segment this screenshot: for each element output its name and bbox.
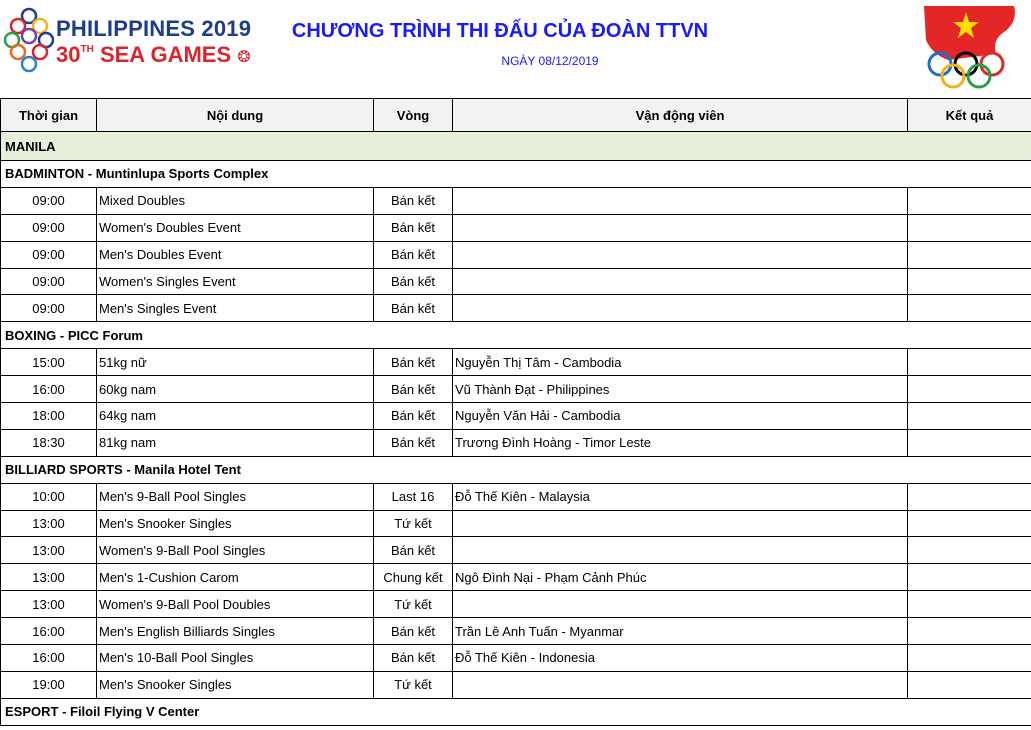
region-label: MANILA [1,132,1031,161]
cell-round: Tứ kết [374,510,453,537]
section-header-row [1,322,1031,349]
cell-round: Bán kết [374,645,453,672]
table-body [1,132,1031,726]
cell-time: 16:00 [1,376,97,403]
cell-event: Men's Snooker Singles [97,671,374,698]
cell-result [908,564,1031,591]
table-row [1,349,1031,376]
cell-round: Bán kết [374,295,453,322]
cell-athlete [453,671,908,698]
cell-round: Bán kết [374,349,453,376]
cell-round: Tứ kết [374,591,453,618]
cell-time: 09:00 [1,241,97,268]
cell-result [908,187,1031,214]
cell-round: Bán kết [374,241,453,268]
cell-athlete: Trương Đình Hoàng - Timor Leste [453,429,908,456]
cell-athlete: Trần Lê Anh Tuấn - Myanmar [453,618,908,645]
cell-round: Last 16 [374,483,453,510]
cell-round: Bán kết [374,187,453,214]
cell-result [908,510,1031,537]
cell-athlete [453,591,908,618]
table-header-row [1,99,1031,132]
cell-athlete: Đỗ Thế Kiên - Malaysia [453,483,908,510]
section-title: BOXING - PICC Forum [1,322,1031,349]
table-row [1,591,1031,618]
table-row [1,295,1031,322]
cell-athlete [453,537,908,564]
cell-time: 13:00 [1,591,97,618]
cell-round: Bán kết [374,268,453,295]
cell-event: Men's 10-Ball Pool Singles [97,645,374,672]
section-header-row [1,456,1031,483]
logo-line-2: 30TH SEA GAMES ❂ [56,42,251,67]
table-row [1,483,1031,510]
cell-result [908,618,1031,645]
cell-round: Bán kết [374,618,453,645]
page-header [0,0,1031,96]
page-title: CHƯƠNG TRÌNH THI ĐẤU CỦA ĐOÀN TTVN [291,20,709,42]
table-row [1,376,1031,403]
cell-time: 15:00 [1,349,97,376]
cell-event: 51kg nữ [97,349,374,376]
cell-round: Bán kết [374,376,453,403]
cell-athlete [453,214,908,241]
cell-round: Tứ kết [374,671,453,698]
cell-event: 60kg nam [97,376,374,403]
cell-athlete: Đỗ Thế Kiên - Indonesia [453,645,908,672]
col-header-round: Vòng [374,99,453,132]
cell-result [908,241,1031,268]
col-header-athlete: Vận động viên [453,99,908,132]
cell-event: Mixed Doubles [97,187,374,214]
cell-time: 13:00 [1,537,97,564]
table-row [1,564,1031,591]
cell-result [908,349,1031,376]
cell-time: 09:00 [1,214,97,241]
cell-athlete [453,187,908,214]
table-row [1,187,1031,214]
cell-event: Men's Snooker Singles [97,510,374,537]
region-row [1,132,1031,161]
cell-athlete: Nguyễn Văn Hải - Cambodia [453,403,908,430]
cell-event: Women's 9-Ball Pool Singles [97,537,374,564]
cell-time: 10:00 [1,483,97,510]
table-row [1,241,1031,268]
cell-round: Bán kết [374,537,453,564]
section-title: BILLIARD SPORTS - Manila Hotel Tent [1,456,1031,483]
col-header-result: Kết quả [908,99,1031,132]
cell-time: 13:00 [1,510,97,537]
cell-event: Men's English Billiards Singles [97,618,374,645]
cell-result [908,376,1031,403]
cell-time: 09:00 [1,268,97,295]
cell-result [908,429,1031,456]
col-header-event: Nội dung [97,99,374,132]
cell-event: Men's 9-Ball Pool Singles [97,483,374,510]
table-row [1,537,1031,564]
cell-time: 13:00 [1,564,97,591]
cell-round: Bán kết [374,429,453,456]
cell-result [908,671,1031,698]
page-date: NGÀY 08/12/2019 [501,54,599,68]
cell-time: 16:00 [1,618,97,645]
cell-round: Bán kết [374,403,453,430]
table-row [1,403,1031,430]
section-title: BADMINTON - Muntinlupa Sports Complex [1,161,1031,188]
cell-athlete [453,295,908,322]
vietnam-olympic-logo-icon [918,2,1024,90]
cell-time: 16:00 [1,645,97,672]
cell-event: 64kg nam [97,403,374,430]
cell-event: 81kg nam [97,429,374,456]
section-header-row [1,161,1031,188]
cell-result [908,645,1031,672]
cell-athlete [453,241,908,268]
cell-athlete: Vũ Thành Đạt - Philippines [453,376,908,403]
cell-result [908,403,1031,430]
cell-result [908,268,1031,295]
cell-round: Bán kết [374,214,453,241]
cell-event: Men's Singles Event [97,295,374,322]
sun-icon: ❂ [237,49,251,66]
section-title: ESPORT - Filoil Flying V Center [1,698,1031,725]
cell-athlete: Nguyễn Thị Tâm - Cambodia [453,349,908,376]
cell-athlete: Ngô Đình Nại - Phạm Cảnh Phúc [453,564,908,591]
cell-time: 19:00 [1,671,97,698]
cell-athlete [453,510,908,537]
cell-event: Women's Singles Event [97,268,374,295]
cell-round: Chung kết [374,564,453,591]
cell-athlete [453,268,908,295]
table-row [1,671,1031,698]
rings-logo-icon [4,4,54,80]
cell-event: Women's 9-Ball Pool Doubles [97,591,374,618]
cell-event: Men's 1-Cushion Carom [97,564,374,591]
cell-event: Women's Doubles Event [97,214,374,241]
table-row [1,429,1031,456]
table-row [1,645,1031,672]
sea-games-logo [4,4,252,80]
cell-time: 18:00 [1,403,97,430]
cell-time: 18:30 [1,429,97,456]
cell-result [908,483,1031,510]
logo-line-1: PHILIPPINES 2019 [56,16,252,41]
table-row [1,618,1031,645]
table-row [1,214,1031,241]
cell-result [908,295,1031,322]
table-row [1,510,1031,537]
cell-result [908,214,1031,241]
table-row [1,268,1031,295]
schedule-table [0,98,1031,726]
col-header-time: Thời gian [1,99,97,132]
section-header-row [1,698,1031,725]
cell-time: 09:00 [1,187,97,214]
cell-result [908,591,1031,618]
cell-event: Men's Doubles Event [97,241,374,268]
cell-result [908,537,1031,564]
cell-time: 09:00 [1,295,97,322]
